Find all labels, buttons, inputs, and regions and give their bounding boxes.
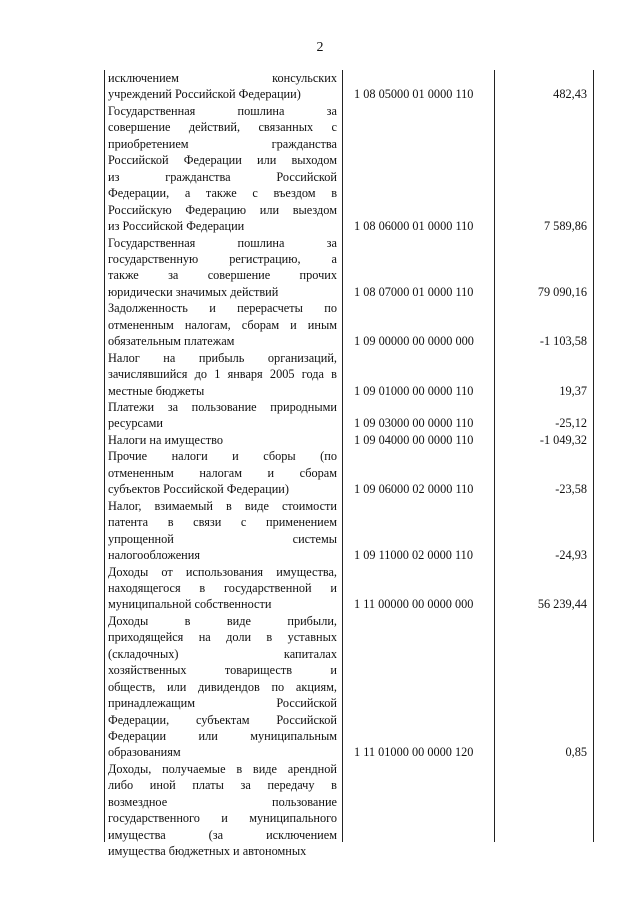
budget-code-cell: 1 09 01000 00 0000 110 [354, 383, 474, 398]
revenue-name-line: имущества бюджетных и автономных [108, 844, 307, 859]
revenue-name-cell [108, 300, 337, 349]
revenue-name-line: обязательным платежам [108, 334, 235, 349]
revenue-name-cell [108, 448, 337, 497]
amount-cell: 7 589,86 [543, 219, 587, 234]
revenue-name-line: муниципальной собственности [108, 597, 272, 612]
table-row [105, 103, 593, 235]
revenue-name-line: из Российской Федерации [108, 219, 245, 234]
revenue-name-line: патента в связи с применением [108, 515, 337, 530]
revenue-name-line: Российской Федерации или выходом [108, 153, 337, 168]
amount-cell: 19,37 [559, 383, 587, 398]
revenue-name-line: Доходы, получаемые в виде арендной [108, 761, 337, 776]
revenue-name-line: ресурсами [108, 416, 163, 431]
revenue-name-line: Прочие налоги и сборы (по [108, 449, 337, 464]
revenue-name-line: Государственная пошлина за [108, 235, 337, 250]
revenue-name-line: либо иной платы за передачу в [108, 778, 337, 793]
table-row [105, 350, 593, 399]
amount-cell: 56 239,44 [537, 597, 587, 612]
amount-cell: -24,93 [555, 548, 587, 563]
amount-cell: -25,12 [555, 416, 587, 431]
revenue-name-line: Налог на прибыль организаций, [108, 350, 337, 365]
revenue-name-cell [108, 103, 337, 235]
revenue-name-line: исключением консульских [108, 71, 337, 85]
amount-cell: -23,58 [555, 482, 587, 497]
revenue-name-line: Платежи за пользование природными [108, 400, 337, 414]
budget-code-cell: 1 09 03000 00 0000 110 [354, 416, 474, 431]
revenue-name-cell [108, 350, 337, 399]
budget-code-cell: 1 08 07000 01 0000 110 [354, 284, 474, 299]
revenue-name-line: приобретением гражданства [108, 136, 337, 151]
revenue-name-line: Налог, взимаемый в виде стоимости [108, 498, 337, 513]
table-row [105, 564, 593, 613]
revenue-name-line: Налоги на имущество [108, 432, 223, 447]
revenue-name-line: из гражданства Российской [108, 169, 337, 184]
revenue-name-line: отмененным налогам, сборам и иным [108, 317, 337, 332]
amount-cell: -1 049,32 [539, 432, 587, 447]
budget-code-cell: 1 08 06000 01 0000 110 [354, 219, 474, 234]
revenue-name-line: Доходы от использования имущества, [108, 564, 337, 579]
revenue-table [104, 70, 594, 859]
table-row [105, 70, 593, 103]
table-row [105, 235, 593, 301]
revenue-name-line: принадлежащим Российской [108, 696, 337, 711]
revenue-name-line: государственную регистрацию, а [108, 251, 337, 266]
revenue-name-line: совершение действий, связанных с [108, 120, 337, 135]
revenue-name-line: образованиям [108, 745, 181, 760]
revenue-name-cell [108, 432, 337, 448]
revenue-name-line: приходящейся на доли в уставных [108, 630, 337, 645]
revenue-name-line: хозяйственных товариществ и [108, 663, 337, 678]
revenue-name-cell [108, 399, 337, 432]
revenue-name-line: Государственная пошлина за [108, 103, 337, 118]
revenue-name-line: государственного и муниципального [108, 811, 337, 826]
table-row [105, 613, 593, 761]
revenue-name-cell [108, 613, 337, 761]
revenue-name-line: имущества (за исключением [108, 827, 337, 842]
revenue-name-line: юридически значимых действий [108, 284, 279, 299]
amount-cell: -1 103,58 [539, 334, 587, 349]
revenue-name-line: также за совершение прочих [108, 268, 337, 283]
budget-code-cell: 1 09 11000 02 0000 110 [354, 548, 473, 563]
amount-cell: 79 090,16 [537, 284, 587, 299]
revenue-name-line: зачислявшийся до 1 января 2005 года в [108, 367, 337, 382]
revenue-name-line: (складочных) капиталах [108, 646, 337, 661]
revenue-name-line: местные бюджеты [108, 383, 205, 398]
table-row [105, 300, 593, 349]
revenue-name-cell [108, 564, 337, 613]
revenue-name-line: упрощенной системы [108, 531, 337, 546]
table-row [105, 498, 593, 564]
budget-code-cell: 1 11 00000 00 0000 000 [354, 597, 474, 612]
revenue-name-cell [108, 498, 337, 564]
revenue-name-cell [108, 235, 337, 301]
revenue-name-line: Федерации, а также с въездом в [108, 186, 337, 201]
revenue-name-line: находящегося в государственной и [108, 580, 337, 595]
amount-cell: 0,85 [565, 745, 587, 760]
revenue-name-cell [108, 761, 337, 860]
table-row [105, 399, 593, 432]
budget-code-cell: 1 08 05000 01 0000 110 [354, 87, 474, 102]
budget-code-cell: 1 09 04000 00 0000 110 [354, 432, 474, 447]
revenue-name-line: обществ, или дивидендов по акциям, [108, 679, 337, 694]
revenue-name-line: возмездное пользование [108, 794, 337, 809]
revenue-name-line: Российскую Федерацию или выездом [108, 202, 337, 217]
revenue-name-line: учреждений Российской Федерации) [108, 87, 301, 102]
revenue-name-line: налогообложения [108, 548, 201, 563]
table-row [105, 432, 593, 448]
revenue-name-line: Доходы в виде прибыли, [108, 613, 337, 628]
page-number: 2 [316, 40, 324, 55]
budget-code-cell: 1 09 06000 02 0000 110 [354, 482, 474, 497]
revenue-name-line: субъектов Российской Федерации) [108, 482, 289, 497]
revenue-name-line: Федерации или муниципальным [108, 729, 337, 744]
revenue-name-line: Задолженность и перерасчеты по [108, 301, 337, 316]
amount-cell: 482,43 [553, 87, 587, 102]
revenue-name-line: Федерации, субъектам Российской [108, 712, 337, 727]
budget-code-cell: 1 11 01000 00 0000 120 [354, 745, 474, 760]
revenue-name-cell [108, 70, 337, 103]
table-row [105, 448, 593, 497]
revenue-name-line: отмененным налогам и сборам [108, 465, 337, 480]
budget-code-cell: 1 09 00000 00 0000 000 [354, 334, 474, 349]
table-row [105, 761, 593, 860]
